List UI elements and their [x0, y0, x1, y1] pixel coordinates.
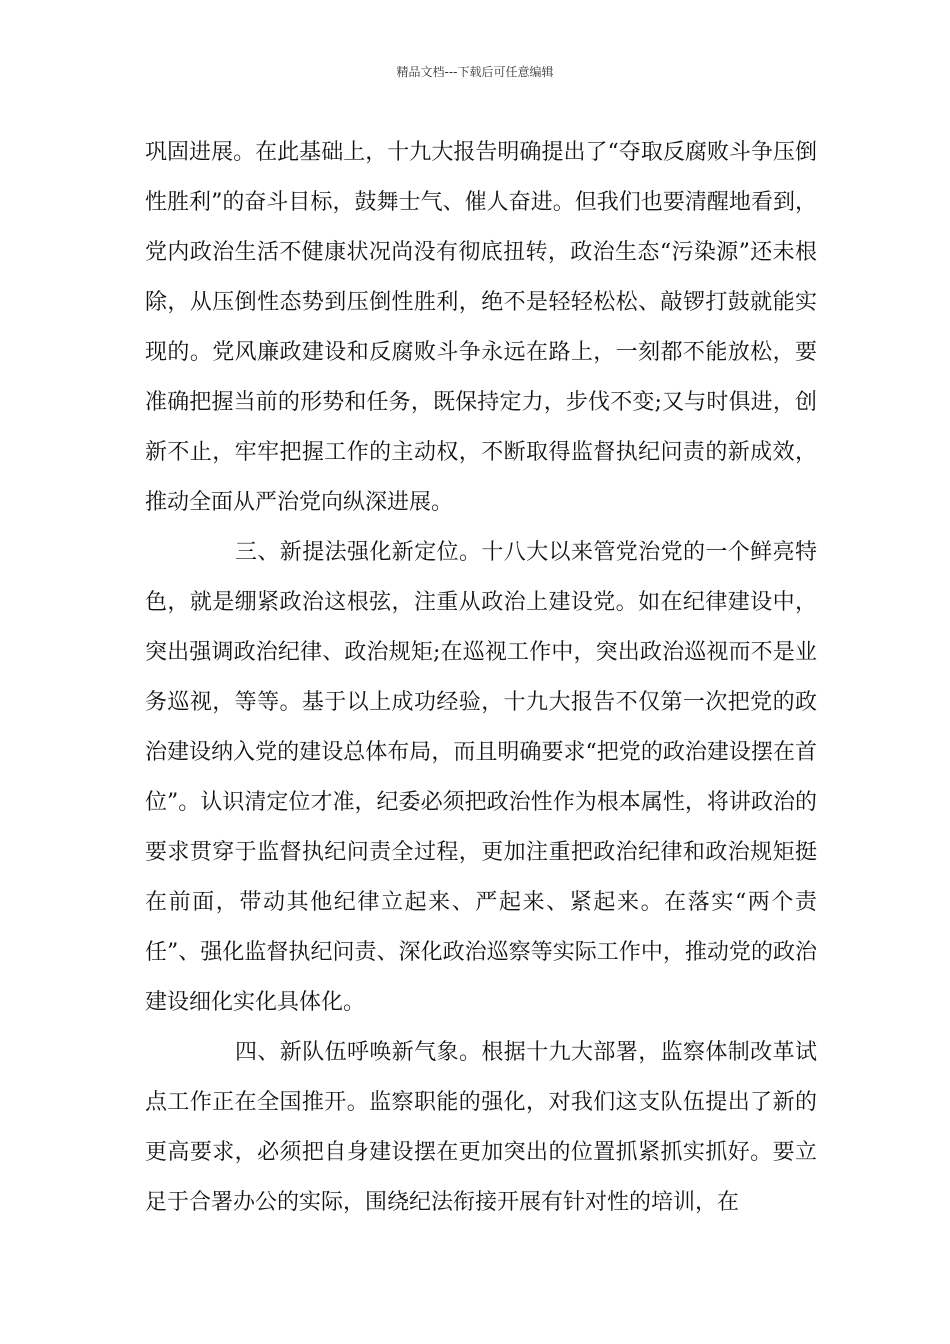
paragraph-2: 三、新提法强化新定位。十八大以来管党治党的一个鲜亮特色，就是绷紧政治这根弦，注重从政治上建设党。如在纪律建设中，突出强调政治纪律、政治规矩;在巡视工作中，突出政治巡视而不是业务巡视，等等。基于以上成功经验，十九大报告不仅第一次把党的政治建设纳入党的建设总体布局，而且明确要求“把党的政治建设摆在首位”。认识清定位才准，纪委必须把政治性作为根本属性，将讲政治的要求贯穿于监督执纪问责全过程，更加注重把政治纪律和政治规矩挺在前面，带动其他纪律立起来、严起来、紧起来。在落实“两个责任”、强化监督执纪问责、深化政治巡察等实际工作中，推动党的政治建设细化实化具体化。 [145, 540, 817, 1015]
paragraph-3: 四、新队伍呼唤新气象。根据十九大部署，监察体制改革试点工作正在全国推开。监察职能的强化，对我们这支队伍提出了新的更高要求，必须把自身建设摆在更加突出的位置抓紧抓实抓好。要立足于合署办公的实际，围绕纪法衔接开展有针对性的培训，在 [145, 1040, 817, 1215]
paragraph-1: 巩固进展。在此基础上，十九大报告明确提出了“夺取反腐败斗争压倒性胜利”的奋斗目标，鼓舞士气、催人奋进。但我们也要清醒地看到，党内政治生活不健康状况尚没有彻底扭转，政治生态“污染源”还未根除，从压倒性态势到压倒性胜利，绝不是轻轻松松、敲锣打鼓就能实现的。党风廉政建设和反腐败斗争永远在路上，一刻都不能放松，要准确把握当前的形势和任务，既保持定力，步伐不变;又与时俱进，创新不止，牢牢把握工作的主动权，不断取得监督执纪问责的新成效，推动全面从严治党向纵深进展。 [145, 140, 817, 515]
document-body [145, 128, 817, 1228]
page-header: 精品文档---下载后可任意编辑 [396, 65, 554, 79]
